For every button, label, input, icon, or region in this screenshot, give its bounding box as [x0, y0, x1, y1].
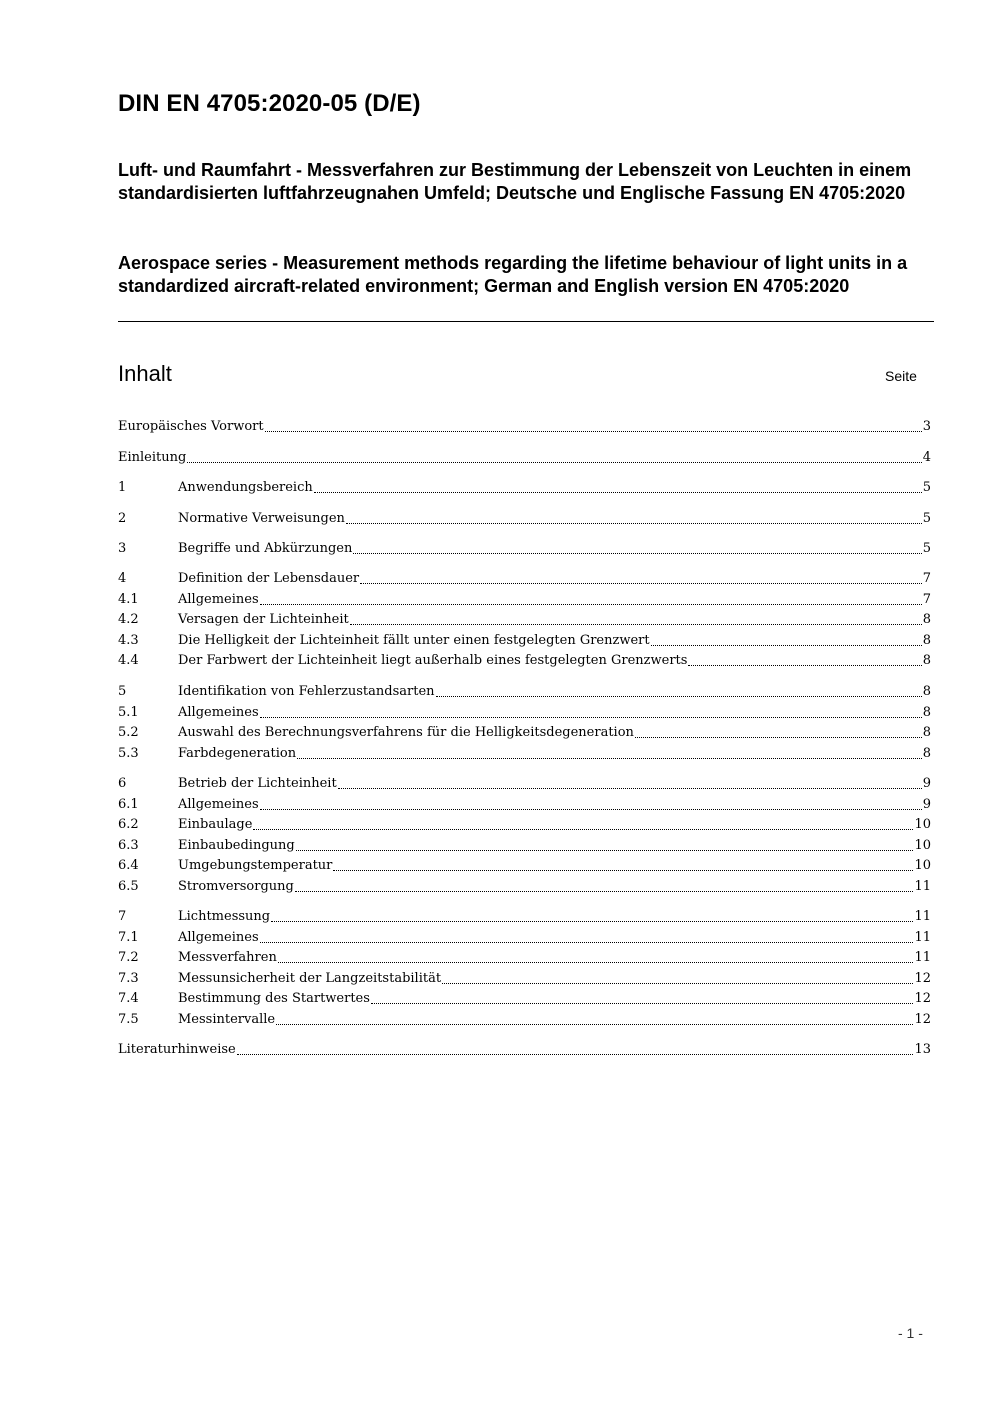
toc-entry-page: 9: [922, 797, 931, 812]
toc-entry[interactable]: [118, 949, 931, 967]
toc-entry-leader-dots: [346, 512, 922, 524]
toc-entry-title: Der Farbwert der Lichteinheit liegt außerhalb eines festgelegten Grenzwerts: [178, 653, 688, 668]
toc-entry-title: Europäisches Vorwort: [118, 419, 264, 434]
toc-entry-number: 7: [118, 909, 127, 924]
toc-entry[interactable]: [118, 540, 931, 558]
toc-entry-title: Stromversorgung: [178, 879, 294, 894]
toc-entry-page: 8: [922, 653, 931, 668]
toc-entry-leader-dots: [276, 1013, 913, 1025]
toc-entry-leader-dots: [187, 451, 921, 463]
toc-entry-page: 8: [922, 705, 931, 720]
toc-entry-number: 4.3: [118, 633, 139, 648]
toc-entry-number: 5.1: [118, 705, 139, 720]
toc-entry[interactable]: [118, 570, 931, 588]
toc-entry-title: Begriffe und Abkürzungen: [178, 541, 353, 556]
toc-entry-title: Identifikation von Fehlerzustandsarten: [178, 684, 435, 699]
toc-entry[interactable]: [118, 683, 931, 701]
toc-entry[interactable]: [118, 816, 931, 834]
toc-entry-number: 6.4: [118, 858, 139, 873]
toc-entry-page: 12: [914, 1012, 931, 1027]
toc-entry[interactable]: [118, 970, 931, 988]
toc-entry-page: 5: [922, 541, 931, 556]
toc-entry-title: Auswahl des Berechnungsverfahrens für die Helligkeitsdegeneration: [178, 725, 634, 740]
toc-entry-page: 12: [914, 971, 931, 986]
toc-entry-title: Definition der Lebensdauer: [178, 571, 360, 586]
toc-entry-leader-dots: [253, 818, 913, 830]
title-divider: [118, 321, 934, 322]
title-english: Aerospace series - Measurement methods regarding the lifetime behaviour of light units in a standardized aircraft-related environment; German and English version EN 4705:2020: [118, 253, 908, 296]
toc-entry-page: 3: [922, 419, 931, 434]
toc-entry-leader-dots: [295, 880, 914, 892]
toc-entry-page: 11: [914, 879, 931, 894]
toc-entry-number: 4.4: [118, 653, 139, 668]
toc-entry-number: 4: [118, 571, 127, 586]
toc-entry-leader-dots: [297, 747, 922, 759]
toc-entry-leader-dots: [237, 1043, 914, 1055]
toc-entry[interactable]: [118, 1011, 931, 1029]
toc-entry-title: Literaturhinweise: [118, 1042, 236, 1057]
toc-entry[interactable]: [118, 724, 931, 742]
toc-entry-title: Farbdegeneration: [178, 746, 297, 761]
toc-entry-leader-dots: [635, 726, 922, 738]
toc-entry-leader-dots: [651, 634, 922, 646]
toc-entry-leader-dots: [314, 481, 922, 493]
toc-entry-number: 2: [118, 511, 127, 526]
toc-entry-title: Allgemeines: [178, 930, 259, 945]
toc-entry-number: 7.1: [118, 930, 139, 945]
toc-entry-title: Allgemeines: [178, 592, 259, 607]
toc-entry[interactable]: [118, 611, 931, 629]
toc-entry-title: Allgemeines: [178, 797, 259, 812]
toc-entry-page: 11: [914, 909, 931, 924]
toc-entry-leader-dots: [333, 859, 913, 871]
toc-entry-leader-dots: [296, 839, 914, 851]
toc-entry-leader-dots: [688, 654, 921, 666]
toc-entry[interactable]: [118, 510, 931, 528]
toc-entry-page: 8: [922, 684, 931, 699]
toc-entry-leader-dots: [442, 972, 913, 984]
toc-entry[interactable]: [118, 796, 931, 814]
toc-entry[interactable]: [118, 837, 931, 855]
toc-entry-leader-dots: [260, 798, 922, 810]
toc-entry-number: 6.2: [118, 817, 139, 832]
toc-entry-leader-dots: [371, 992, 914, 1004]
toc-entry-page: 10: [914, 858, 931, 873]
toc-entry-title: Normative Verweisungen: [178, 511, 345, 526]
toc-entry-page: 9: [922, 776, 931, 791]
toc-entry[interactable]: [118, 418, 931, 436]
toc-entry[interactable]: [118, 479, 931, 497]
toc-entry-page: 8: [922, 746, 931, 761]
toc-entry-page: 5: [922, 511, 931, 526]
toc-entry-number: 6.1: [118, 797, 139, 812]
toc-entry-number: 3: [118, 541, 127, 556]
toc-entry-leader-dots: [260, 593, 922, 605]
toc-entry-title: Einbaulage: [178, 817, 253, 832]
toc-entry-page: 7: [922, 592, 931, 607]
toc-entry-leader-dots: [360, 572, 922, 584]
toc-entry-title: Anwendungsbereich: [178, 480, 313, 495]
toc-entry-leader-dots: [353, 542, 921, 554]
toc-entry[interactable]: [118, 591, 931, 609]
toc-entry-title: Versagen der Lichteinheit: [178, 612, 349, 627]
document-id: DIN EN 4705:2020-05 (D/E): [118, 90, 421, 117]
toc-entry[interactable]: [118, 1041, 931, 1059]
toc-entry-leader-dots: [436, 685, 922, 697]
toc-entry-page: 11: [914, 930, 931, 945]
toc-entry-number: 7.5: [118, 1012, 139, 1027]
title-german: Luft- und Raumfahrt - Messverfahren zur Bestimmung der Lebenszeit von Leuchten in einem standardisierten luftfahrzeugnahen Umfeld; Deutsche und Englische Fassung EN 4705:2020: [118, 160, 912, 203]
toc-entry-title: Messverfahren: [178, 950, 277, 965]
toc-entry-leader-dots: [350, 613, 922, 625]
toc-entry[interactable]: [118, 775, 931, 793]
toc-page-column-label: Seite: [885, 368, 917, 384]
toc-entry-leader-dots: [260, 706, 922, 718]
toc-entry-number: 6.5: [118, 879, 139, 894]
toc-entry-leader-dots: [271, 910, 913, 922]
toc-entry-number: 4.1: [118, 592, 139, 607]
toc-entry-title: Betrieb der Lichteinheit: [178, 776, 337, 791]
toc-entry-page: 13: [914, 1042, 931, 1057]
toc-entry-number: 7.4: [118, 991, 139, 1006]
toc-entry-page: 7: [922, 571, 931, 586]
toc-entry-page: 8: [922, 633, 931, 648]
toc-entry-number: 7.3: [118, 971, 139, 986]
toc-entry-title: Einleitung: [118, 450, 187, 465]
toc-entry[interactable]: [118, 857, 931, 875]
toc-entry-number: 5.2: [118, 725, 139, 740]
toc-entry-page: 12: [914, 991, 931, 1006]
toc-entry[interactable]: [118, 632, 931, 650]
toc-entry-leader-dots: [338, 777, 922, 789]
toc-entry-page: 8: [922, 725, 931, 740]
toc-entry-number: 1: [118, 480, 127, 495]
toc-entry-title: Einbaubedingung: [178, 838, 295, 853]
toc-entry-page: 10: [914, 838, 931, 853]
toc-entry-number: 6.3: [118, 838, 139, 853]
toc-entry-leader-dots: [278, 951, 914, 963]
toc-entry-title: Umgebungstemperatur: [178, 858, 333, 873]
toc-entry-title: Allgemeines: [178, 705, 259, 720]
toc-heading: Inhalt: [118, 361, 172, 386]
toc-entry[interactable]: [118, 745, 931, 763]
toc-entry-title: Die Helligkeit der Lichteinheit fällt unter einen festgelegten Grenzwert: [178, 633, 650, 648]
toc-entry[interactable]: [118, 929, 931, 947]
toc-entry-number: 6: [118, 776, 127, 791]
toc-entry-title: Lichtmessung: [178, 909, 271, 924]
toc-entry-number: 7.2: [118, 950, 139, 965]
toc-entry-number: 5.3: [118, 746, 139, 761]
toc-entry[interactable]: [118, 908, 931, 926]
toc-entry-page: 10: [914, 817, 931, 832]
toc-entry-page: 8: [922, 612, 931, 627]
toc-entry[interactable]: [118, 704, 931, 722]
toc-entry-page: 4: [922, 450, 931, 465]
footer-page-number: - 1 -: [898, 1325, 923, 1341]
toc-entry-page: 11: [914, 950, 931, 965]
toc-entry[interactable]: [118, 878, 931, 896]
toc-entry-page: 5: [922, 480, 931, 495]
toc-entry-title: Messunsicherheit der Langzeitstabilität: [178, 971, 442, 986]
toc-entry-title: Bestimmung des Startwertes: [178, 991, 370, 1006]
toc-entry-leader-dots: [260, 931, 914, 943]
toc-entry[interactable]: [118, 990, 931, 1008]
toc-entry[interactable]: [118, 449, 931, 467]
toc-entry-number: 4.2: [118, 612, 139, 627]
toc-entry[interactable]: [118, 652, 931, 670]
toc-entry-title: Messintervalle: [178, 1012, 276, 1027]
toc-entry-number: 5: [118, 684, 127, 699]
toc-entry-leader-dots: [265, 420, 922, 432]
